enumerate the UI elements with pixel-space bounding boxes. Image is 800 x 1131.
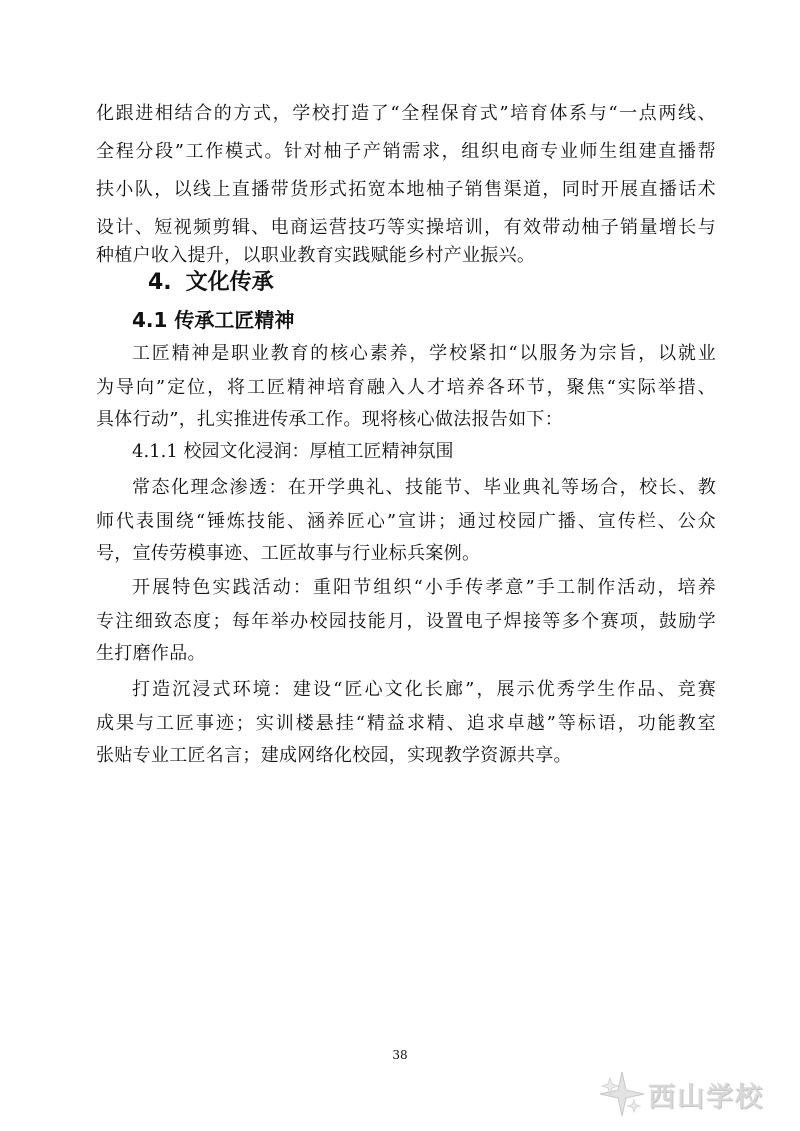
- text-line: 师代表围绕“锤炼技能、涵养匠心”宣讲；通过校园广播、宣传栏、公众: [96, 511, 716, 532]
- text-line: 全程分段”工作模式。针对柚子产销需求，组织电商专业师生组建直播帮: [96, 141, 716, 162]
- subsection-heading: 4.1 传承工匠精神: [132, 308, 295, 332]
- text-line: 生打磨作品。: [96, 643, 206, 664]
- text-line: 成果与工匠事迹；实训楼悬挂“精益求精、追求卓越”等标语，功能教室: [96, 713, 716, 734]
- text-line: 常态化理念渗透：在开学典礼、技能节、毕业典礼等场合，校长、教: [132, 477, 716, 498]
- text-line: 扶小队，以线上直播带货形式拓宽本地柚子销售渠道，同时开展直播话术: [96, 179, 716, 200]
- section-heading: [148, 268, 274, 298]
- text-line: 专注细致态度；每年举办校园技能月，设置电子焊接等多个赛项，鼓励学: [96, 611, 716, 632]
- text-line: 开展特色实践活动：重阳节组织“小手传孝意”手工制作活动，培养: [132, 577, 716, 598]
- text-line: 化跟进相结合的方式，学校打造了“全程保育式”培育体系与“一点两线、: [96, 103, 716, 124]
- watermark-text: 西山学校: [648, 1081, 764, 1113]
- text-line: 为导向”定位，将工匠精神培育融入人才培养各环节，聚焦“实际举措、: [96, 377, 716, 398]
- sparkle-logo-icon: [598, 1070, 646, 1118]
- text-line: 号，宣传劳模事迹、工匠故事与行业标兵案例。: [96, 543, 481, 564]
- watermark: [598, 1068, 788, 1120]
- section-number: 4.: [148, 270, 172, 295]
- text-line: 具体行动”，扎实推进传承工作。现将核心做法报告如下：: [96, 409, 563, 430]
- page-number: 38: [392, 1048, 408, 1062]
- text-line: 设计、短视频剪辑、电商运营技巧等实操培训，有效带动柚子销量增长与: [96, 217, 716, 238]
- text-line: 种植户收入提升，以职业教育实践赋能乡村产业振兴。: [96, 245, 536, 266]
- text-line: 张贴专业工匠名言；建成网络化校园，实现教学资源共享。: [96, 745, 572, 766]
- subsubsection-heading: 4.1.1 校园文化浸润：厚植工匠精神氛围: [132, 441, 454, 462]
- text-line: 工匠精神是职业教育的核心素养，学校紧扣“以服务为宗旨，以就业: [132, 343, 716, 364]
- section-title: 文化传承: [185, 270, 274, 295]
- text-line: 打造沉浸式环境：建设“匠心文化长廊”，展示优秀学生作品、竞赛: [132, 679, 716, 700]
